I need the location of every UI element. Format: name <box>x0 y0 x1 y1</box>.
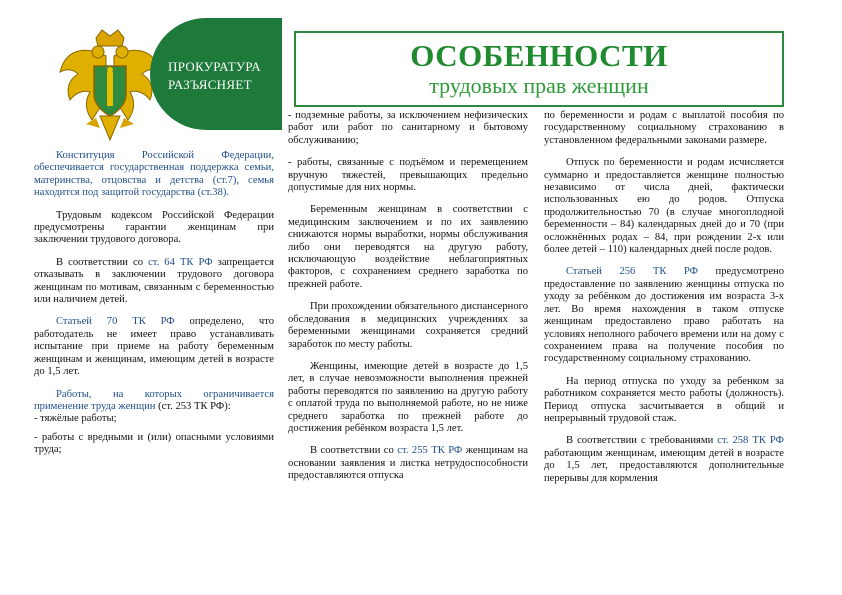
banner-line2: РАЗЪЯСНЯЕТ <box>168 77 252 92</box>
law-link[interactable]: Статьей 70 ТК РФ <box>56 316 175 328</box>
col2-paragraph <box>288 445 528 482</box>
text: работающим женщинам, имеющим детей в возрасте до 1,5 лет, предоставляются дополнительные перерывы для кормления <box>544 447 784 484</box>
law-link[interactable]: Работы, на которых ограничивается применение труда женщин <box>34 388 274 412</box>
col3-paragraph <box>544 266 784 365</box>
col2-paragraph: - работы, связанные с подъёмом и перемещением вручную тяжестей, превышающих предельно допустимые для них нормы. <box>288 157 528 194</box>
col1-paragraph: - работы с вредными и (или) опасными условиями труда; <box>34 431 274 456</box>
law-link[interactable]: ст. 255 ТК РФ <box>397 445 463 457</box>
text: - тяжёлые работы; <box>34 413 117 425</box>
col1-paragraph <box>34 389 274 426</box>
banner-text <box>168 58 284 94</box>
col2-paragraph: Беременным женщинам в соответствии с медицинским заключением и по их заявлению снижаются нормы выработки, нормы обслуживания либо они переводятся на другую работу, исключающую воздействие неблагоприятных факторов, с сохранением среднего заработка по прежней работе. <box>288 204 528 290</box>
law-link[interactable]: Статьей 256 ТК РФ <box>566 266 698 278</box>
column-1 <box>34 150 274 467</box>
col2-paragraph: Женщины, имеющие детей в возрасте до 1,5 лет, в случае невозможности выполнения прежней работы переводятся по заявлению на другую работу с оплатой труда по выполняемой работе, но не ниже среднего заработка по прежней работе до достижения ребёнком возраста 1,5 лет. <box>288 360 528 434</box>
col1-paragraph <box>34 316 274 378</box>
column-2 <box>288 110 528 493</box>
law-link[interactable]: ст. 64 ТК РФ <box>148 256 213 268</box>
text: определено, что работодатель не имеет право устанавливать испытание при приеме на работу беременным женщинам и женщинам, имеющим детей в возрасте до 1,5 лет. <box>34 316 275 378</box>
text: В соответствии со <box>310 445 398 457</box>
banner-line1: ПРОКУРАТУРА <box>168 59 261 74</box>
text: В соответствии со <box>56 256 149 268</box>
title-box <box>294 31 784 107</box>
col3-paragraph: по беременности и родам с выплатой пособия по государственному социальному страхованию в установленном федеральными законами размере. <box>544 110 784 146</box>
text: женщинам на основании заявления и листка нетрудоспособности предоставляются отпуска <box>288 445 529 482</box>
col1-paragraph: Трудовым кодексом Российской Федерации предусмотрены гарантии женщинам при заключении трудового договора. <box>34 209 274 246</box>
col3-paragraph: На период отпуска по уходу за ребенком за работником сохраняется место работы (должность). Период отпуска засчитывается в общий и непрерывный трудовой стаж. <box>544 375 784 424</box>
text: предусмотрено предоставление по заявлению женщины отпуска по уходу за ребёнком до достижения им возраста 3-х лет. Во время нахождения в таком отпуске женщинам предоставлено право работать на условиях неполного рабочего времени или на дому с сохранением права на получение пособия по государственному социальному страхованию. <box>544 266 784 365</box>
col3-paragraph: Отпуск по беременности и родам исчисляется суммарно и предоставляется женщине полностью независимо от числа дней, фактически использованных ею до родов. Отпуска продолжительностью 70 (в случае многоплодной беременности – 84) календарных дней до и 70 (при осложнённых родах – 84, при рождении 2-х или более детей – 110) календарных дней после родов. <box>544 157 784 256</box>
text: В соответствии с требованиями <box>566 435 718 447</box>
text: запрещается отказывать в заключении трудового договора женщинам по мотивам, связанным с беременностью или наличием детей. <box>34 256 274 306</box>
col1-paragraph: Конституция Российской Федерации, обеспечивается государственная поддержка семьи, материнства, отцовства и детства (ст.7), семья находится под защитой государства (ст.38). <box>34 150 274 199</box>
law-link[interactable]: ст. 258 ТК РФ <box>717 435 784 447</box>
col3-paragraph <box>544 435 784 485</box>
text: (ст. 253 ТК РФ): <box>155 400 231 412</box>
page-title: ОСОБЕННОСТИ <box>410 38 668 73</box>
page-subtitle: трудовых прав женщин <box>429 73 649 98</box>
double-headed-eagle-emblem <box>56 28 164 148</box>
column-3 <box>544 110 784 495</box>
col2-paragraph: При прохождении обязательного диспансерного обследования в медицинских учреждениях за беременными женщинами сохраняется средний заработок по месту работы. <box>288 301 528 350</box>
col2-paragraph: - подземные работы, за исключением нефизических работ или работ по санитарному и бытовому обслуживанию; <box>288 110 528 146</box>
col1-paragraph <box>34 257 274 307</box>
